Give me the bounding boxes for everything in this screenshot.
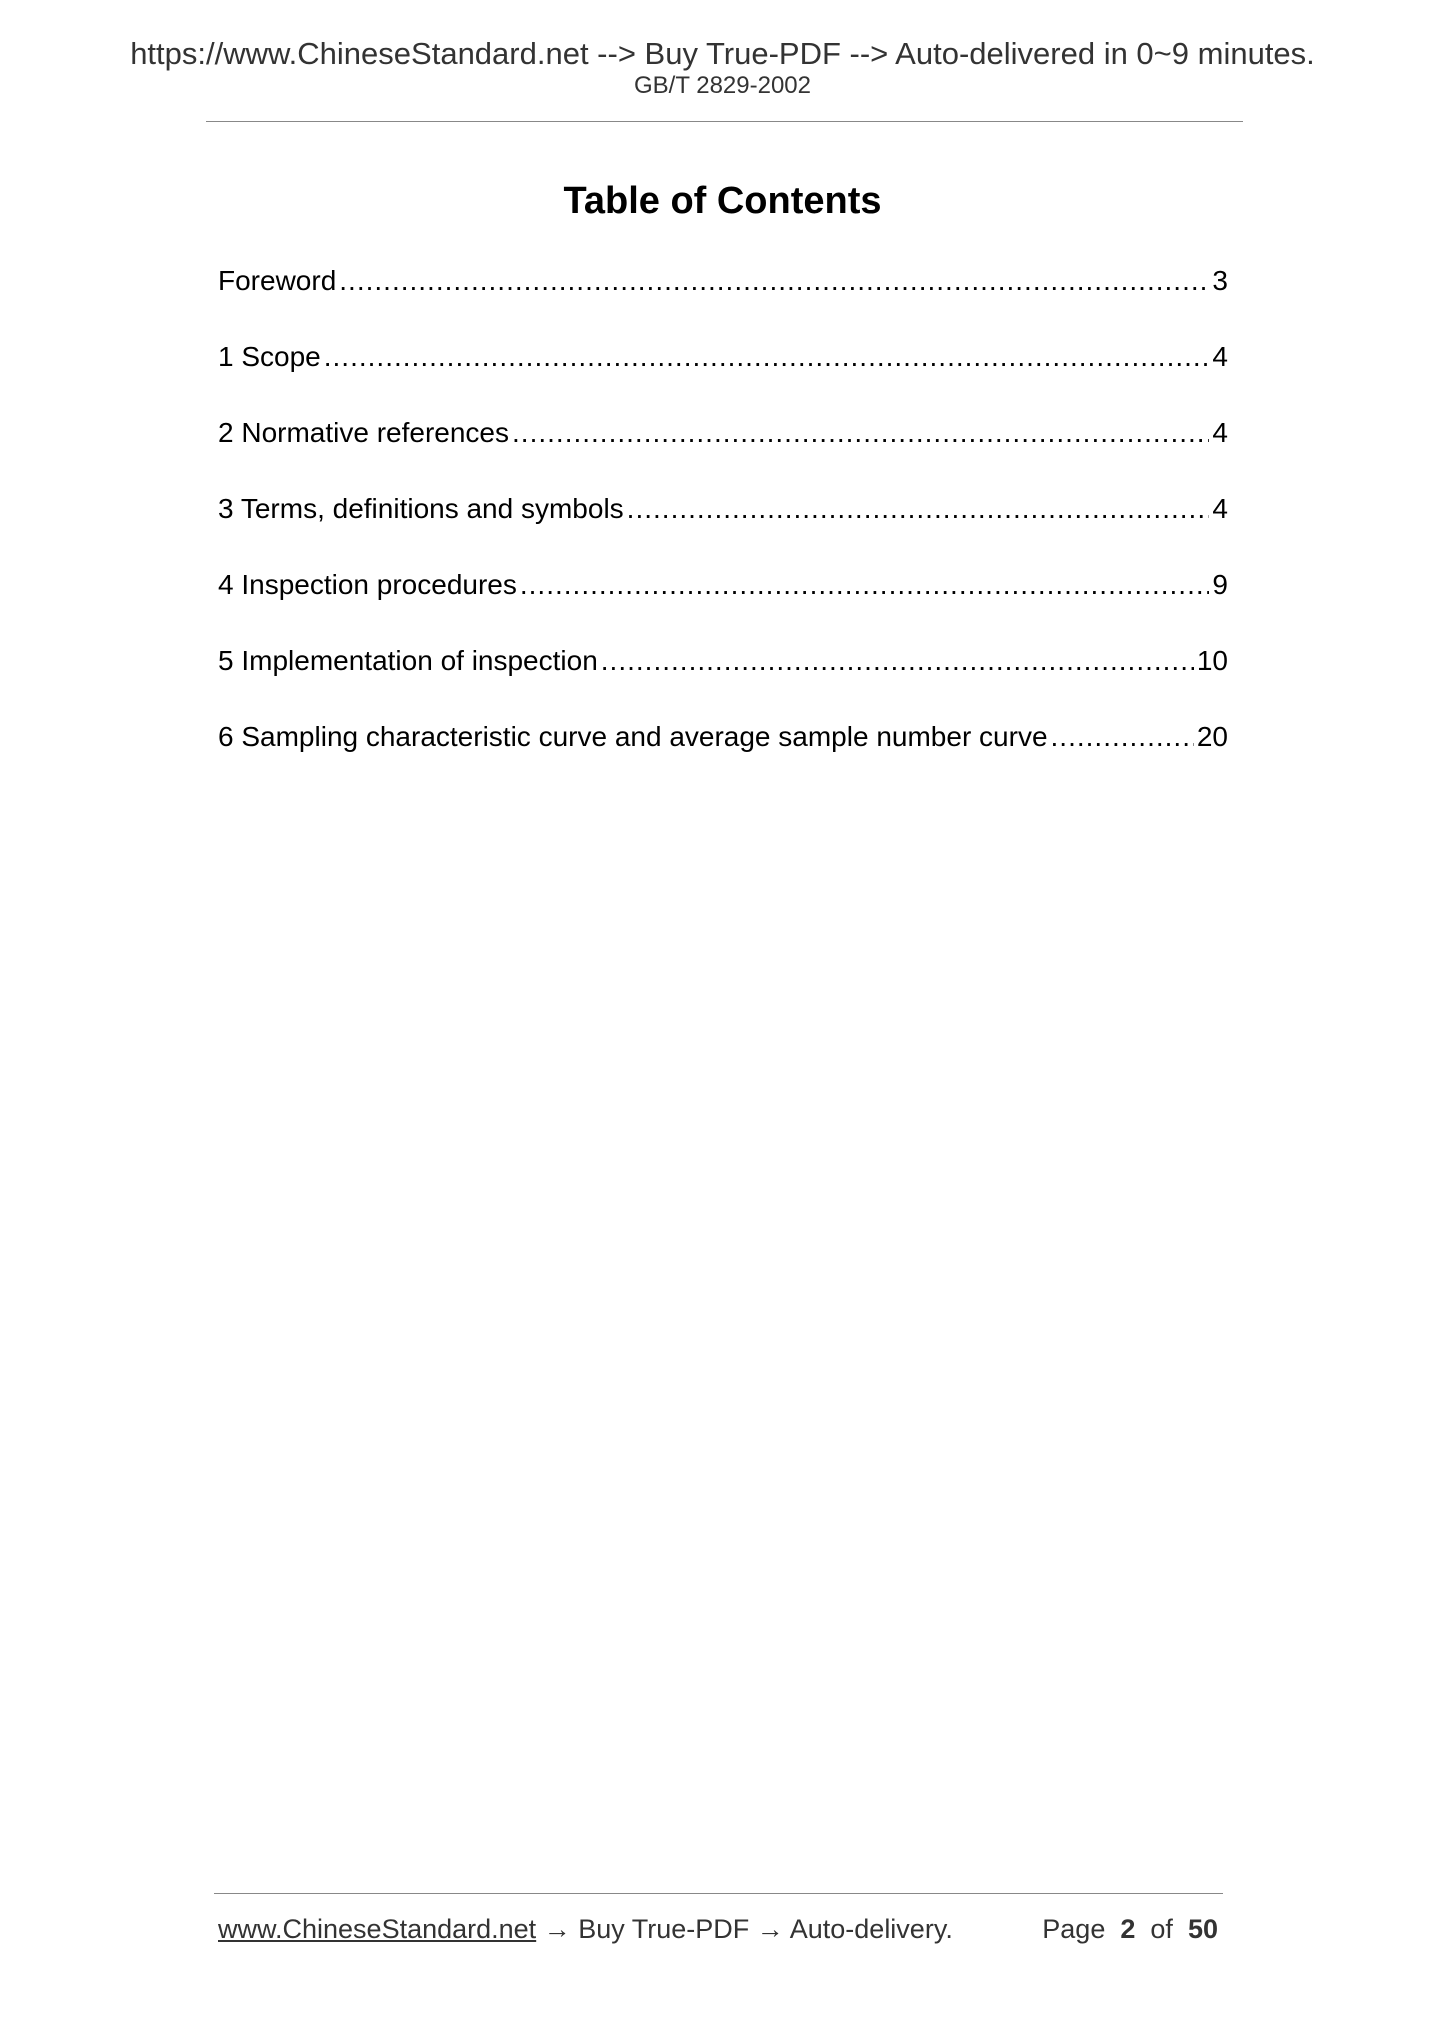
- toc-entry-page: 4: [1212, 417, 1228, 448]
- top-banner[interactable]: https://www.ChineseStandard.net --> Buy True-PDF --> Auto-delivered in 0~9 minutes.: [130, 36, 1315, 71]
- toc-entry-page: 4: [1212, 493, 1228, 524]
- toc-entry-label: 2 Normative references: [218, 417, 510, 448]
- toc-entry-label: 4 Inspection procedures: [218, 569, 517, 600]
- header-divider: [206, 121, 1243, 122]
- toc-entry-sampling-curve[interactable]: [218, 720, 1228, 796]
- toc-entry-inspection-procedures[interactable]: [218, 568, 1228, 644]
- toc-entry-label: 3 Terms, definitions and symbols: [218, 493, 624, 524]
- toc-dot-leader: [520, 568, 1210, 602]
- toc-dot-leader: [1051, 720, 1194, 754]
- toc-dot-leader: [512, 416, 1209, 450]
- toc-entry-label: 6 Sampling characteristic curve and average sample number curve: [218, 721, 1048, 752]
- toc-dot-leader: [324, 340, 1210, 374]
- page-indicator: [1042, 1916, 1218, 1943]
- toc-dot-leader: [601, 644, 1194, 678]
- toc-entry-normative-references[interactable]: [218, 416, 1228, 492]
- page-total: 50: [1187, 1914, 1218, 1944]
- footer-tagline: → Buy True-PDF → Auto-delivery.: [536, 1914, 953, 1944]
- of-word: of: [1150, 1914, 1173, 1944]
- page-footer: [218, 1916, 1218, 1943]
- document-code: GB/T 2829-2002: [633, 72, 811, 99]
- toc-dot-leader: [627, 492, 1210, 526]
- toc-entry-label: 5 Implementation of inspection: [218, 645, 598, 676]
- toc-entry-scope[interactable]: [218, 340, 1228, 416]
- toc-entry-page: 20: [1196, 721, 1228, 752]
- toc-list: [218, 264, 1228, 796]
- page-word: Page: [1042, 1914, 1106, 1944]
- footer-site-link[interactable]: www.ChineseStandard.net: [218, 1914, 537, 1944]
- page-current: 2: [1120, 1914, 1136, 1944]
- toc-title: Table of Contents: [563, 180, 882, 222]
- toc-entry-foreword[interactable]: [218, 264, 1228, 340]
- toc-entry-label: 1 Scope: [218, 341, 321, 372]
- toc-entry-page: 4: [1212, 341, 1228, 372]
- toc-entry-terms-definitions[interactable]: [218, 492, 1228, 568]
- toc-entry-page: 9: [1212, 569, 1228, 600]
- toc-entry-page: 10: [1196, 645, 1228, 676]
- toc-dot-leader: [339, 264, 1209, 298]
- toc-entry-page: 3: [1212, 265, 1228, 296]
- footer-divider: [214, 1893, 1223, 1894]
- toc-entry-label: Foreword: [218, 265, 337, 296]
- toc-entry-implementation[interactable]: [218, 644, 1228, 720]
